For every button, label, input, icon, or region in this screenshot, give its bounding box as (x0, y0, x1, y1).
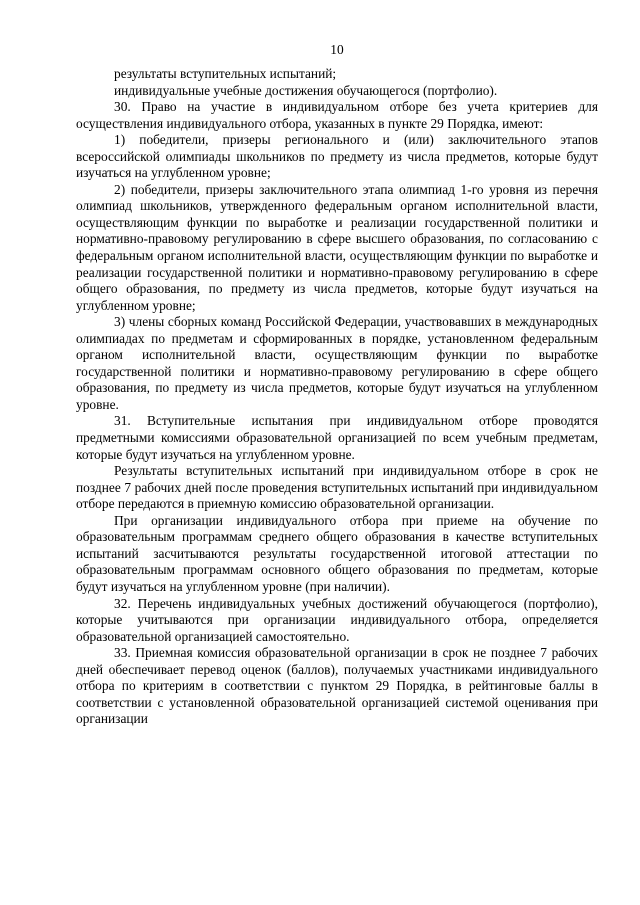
paragraph-11: 33. Приемная комиссия образовательной организации в срок не позднее 7 рабочих дней обеспечивает перевод оценок (баллов), получаемых участниками индивидуального отбора по критериям в соответствии с пунктом 29 Порядка, в рейтинговые баллы в соответствии с установленной образовательной организацией системой оценивания при организации (76, 645, 598, 727)
paragraph-9: При организации индивидуального отбора при приеме на обучение по образовательным программам среднего общего образования в качестве вступительных испытаний засчитываются результаты государственной итоговой аттестации по образовательным программам основного общего образования по предметам, которые будут изучаться на углубленном уровне (при наличии). (76, 512, 598, 594)
paragraph-4: 1) победители, призеры регионального и (или) заключительного этапов всероссийской олимпиады школьников по предмету из числа предметов, которые будут изучаться на углубленном уровне; (76, 132, 598, 181)
paragraph-6: 3) члены сборных команд Российской Федерации, участвовавших в международных олимпиадах по предметам и сформированных в порядке, установленном федеральным органом исполнительной власти, осуществляющим функции по выработке государственной политики и нормативно-правовому регулированию в сфере общего образования, по предмету из числа предметов, которые будут изучаться на углубленном уровне. (76, 314, 598, 412)
paragraph-5: 2) победители, призеры заключительного этапа олимпиад 1-го уровня из перечня олимпиад школьников, утвержденного федеральным органом исполнительной власти, осуществляющим функции по выработке и реализации государственной политики и нормативно-правовому регулированию в сфере высшего образования, по согласованию с федеральным органом исполнительной власти, осуществляющим функции по выработке и реализации государственной политики и нормативно-правовому регулированию в сфере общего образования, по предмету из числа предметов, которые будут изучаться на углубленном уровне; (76, 181, 598, 313)
page-number: 10 (330, 42, 344, 57)
paragraph-1: результаты вступительных испытаний; (114, 66, 337, 81)
paragraph-2: индивидуальные учебные достижения обучающегося (портфолио). (114, 82, 498, 98)
paragraph-7: 31. Вступительные испытания при индивидуальном отборе проводятся предметными комиссиями образовательной организацией по всем учебным предметам, которые будут изучаться на углубленном уровне. (76, 413, 598, 462)
paragraph-10: 32. Перечень индивидуальных учебных достижений обучающегося (портфолио), которые учитываются при организации индивидуального отбора, определяется образовательной организацией самостоятельно. (76, 595, 598, 644)
document-page (76, 42, 598, 728)
paragraph-3: 30. Право на участие в индивидуальном отборе без учета критериев для осуществления индивидуального отбора, указанных в пункте 29 Порядка, имеют: (76, 99, 598, 131)
paragraph-8: Результаты вступительных испытаний при индивидуальном отборе в срок не позднее 7 рабочих дней после проведения вступительных испытаний при индивидуальном отборе передаются в приемную комиссию образовательной организации. (76, 463, 598, 512)
